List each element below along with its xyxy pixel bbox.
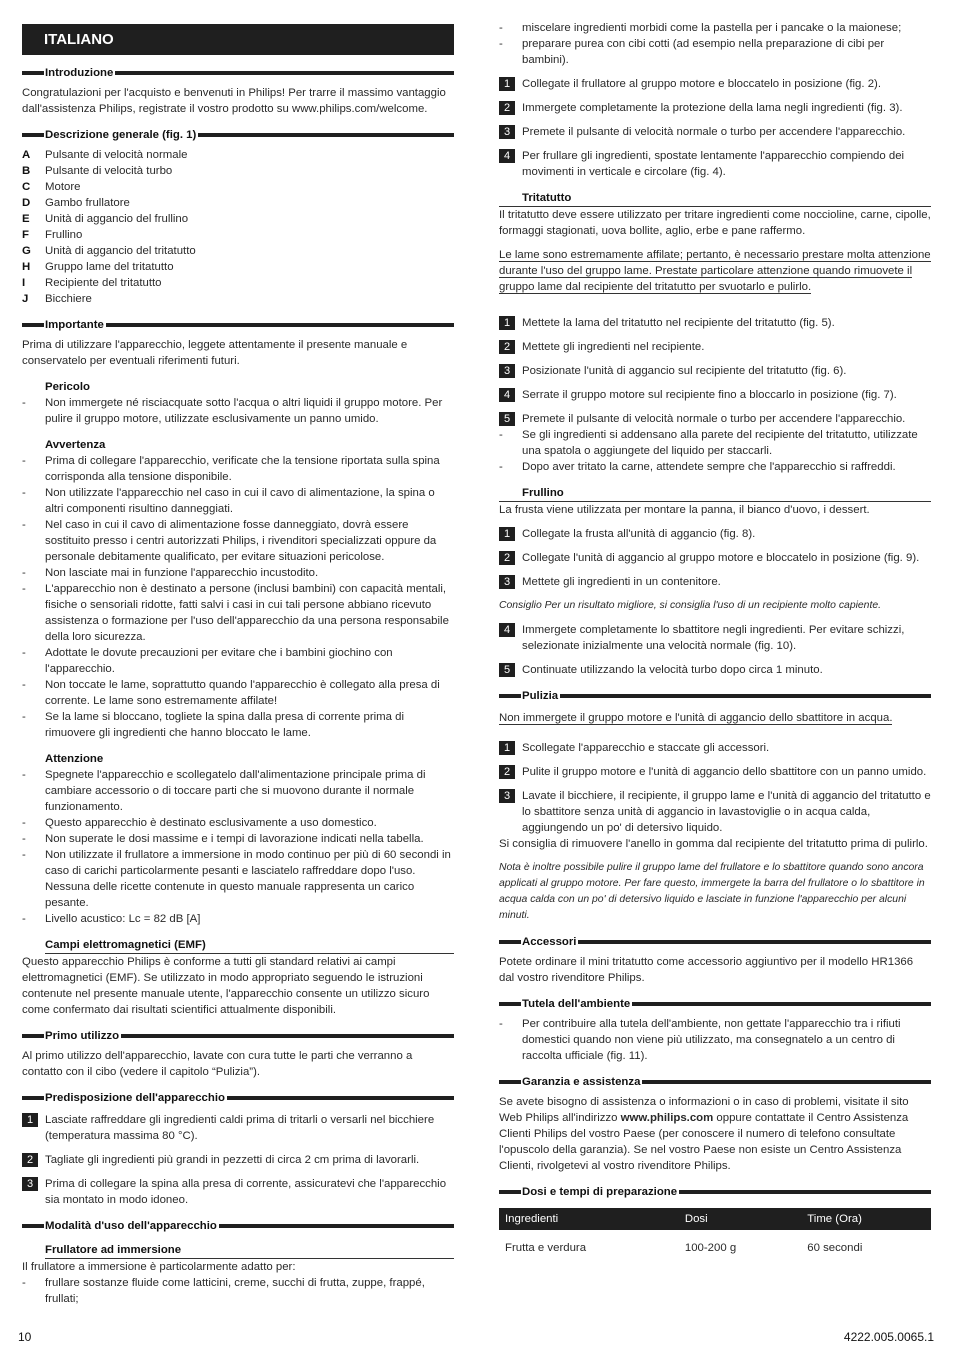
emf-title: Campi elettromagnetici (EMF)	[45, 937, 454, 954]
step-number: 2	[499, 101, 515, 115]
list-item-text: frullare sostanze fluide come latticini, creme, succhi di frutta, zuppe, frappé, frullati;	[45, 1277, 425, 1305]
list-item	[22, 831, 454, 847]
part-label: Gruppo lame del tritatutto	[45, 261, 174, 273]
important-text: Prima di utilizzare l'apparecchio, leggete attentamente il presente manuale e conservatelo per eventuali riferimenti futuri.	[22, 339, 408, 367]
step-text: Continuate utilizzando la velocità turbo dopo circa 1 minuto.	[522, 664, 823, 676]
part-item	[22, 179, 454, 195]
cleaning-steps	[499, 740, 931, 836]
section-heading-intro: Introduzione	[22, 67, 454, 79]
step-number: 1	[499, 77, 515, 91]
list-item-text: miscelare ingredienti morbidi come la pastella per i pancake o la maionese;	[522, 22, 902, 34]
whisk-steps-a	[499, 526, 931, 590]
table-header-cell: Ingredienti	[499, 1208, 679, 1230]
step-number: 5	[499, 412, 515, 426]
step-item	[499, 662, 931, 678]
step-number: 3	[499, 575, 515, 589]
step-text: Premete il pulsante di velocità normale o turbo per accendere l'apparecchio.	[522, 413, 906, 425]
step-item	[499, 339, 931, 355]
list-item	[22, 709, 454, 741]
dash-marker: -	[22, 849, 26, 861]
step-number: 3	[499, 125, 515, 139]
step-number: 1	[499, 316, 515, 330]
table-body	[499, 1230, 931, 1254]
part-letter: I	[22, 277, 26, 289]
section-heading-table: Dosi e tempi di preparazione	[499, 1186, 931, 1198]
section-heading-environment: Tutela dell'ambiente	[499, 998, 931, 1010]
step-text: Mettete gli ingredienti in un contenitore.	[522, 576, 721, 588]
step-item	[499, 526, 931, 542]
list-item-text: Se gli ingredienti si addensano alla parete del recipiente del tritatutto, utilizzate una spatola o aggiungete del liquido per staccarli.	[522, 429, 918, 457]
whisk-intro: La frusta viene utilizzata per montare la panna, il bianco d'uovo, i dessert.	[499, 504, 870, 516]
intro-text: Congratulazioni per l'acquisto e benvenuti in Philips! Per trarre il massimo vantaggio dall'assistenza Philips, registrate il vostro prodotto su www.philips.com/welcome.	[22, 87, 446, 115]
part-item	[22, 211, 454, 227]
list-item	[22, 1275, 454, 1307]
list-item	[22, 565, 454, 581]
dash-marker: -	[22, 519, 26, 531]
part-letter: B	[22, 165, 31, 177]
step-text: Immergete completamente la protezione della lama negli ingredienti (fig. 3).	[522, 102, 903, 114]
chopper-steps	[499, 315, 931, 427]
dash-marker: -	[22, 397, 26, 409]
list-item-text: Livello acustico: Lc = 82 dB [A]	[45, 913, 201, 925]
part-letter: H	[22, 261, 31, 273]
step-number: 3	[499, 364, 515, 378]
list-item	[22, 517, 454, 565]
step-item	[499, 740, 931, 756]
table-cell: 60 secondi	[807, 1242, 863, 1254]
caution-title: Attenzione	[45, 753, 104, 765]
dash-marker: -	[22, 817, 26, 829]
table-header-cell: Dosi	[679, 1208, 801, 1230]
list-item-text: Non utilizzate l'apparecchio nel caso in cui il cavo di alimentazione, la spina o altri componenti risultino danneggiati.	[45, 487, 435, 515]
whisk-title: Frullino	[499, 485, 931, 502]
list-item-text: Adottate le dovute precauzioni per evitare che i bambini giochino con l'apparecchio.	[45, 647, 393, 675]
chopper-intro: Il tritatutto deve essere utilizzato per tritare ingredienti come noccioline, carne, cipolle, formaggi stagionati, uova bollite, aglio, erbe e pane raffermo.	[499, 209, 931, 237]
list-item	[499, 36, 931, 68]
step-text: Lasciate raffreddare gli ingredienti caldi prima di tritarli o versarli nel bicchiere (temperatura massima 80 °C).	[45, 1114, 435, 1142]
table-cell: Frutta e verdura	[505, 1242, 587, 1254]
whisk-steps-b	[499, 622, 931, 678]
section-heading-warranty: Garanzia e assistenza	[499, 1076, 931, 1088]
first-use-text: Al primo utilizzo dell'apparecchio, lavate con cura tutte le parti che verranno a contatto con il cibo (vedere il capitolo “Pulizia”).	[22, 1050, 413, 1078]
part-letter: D	[22, 197, 31, 209]
table-row	[499, 1230, 931, 1254]
list-item-text: Non lasciate mai in funzione l'apparecchio incustodito.	[45, 567, 319, 579]
step-item	[499, 622, 931, 654]
step-text: Collegate il frullatore al gruppo motore e bloccatelo in posizione (fig. 2).	[522, 78, 881, 90]
warning-list	[22, 453, 454, 741]
dash-marker: -	[22, 583, 26, 595]
part-label: Pulsante di velocità turbo	[45, 165, 173, 177]
dash-marker: -	[499, 461, 503, 473]
step-number: 2	[499, 340, 515, 354]
section-heading-first-use: Primo utilizzo	[22, 1030, 454, 1042]
step-item	[499, 363, 931, 379]
list-item	[22, 847, 454, 911]
dash-marker: -	[499, 38, 503, 50]
list-item	[22, 677, 454, 709]
dash-marker: -	[22, 455, 26, 467]
part-item	[22, 259, 454, 275]
step-text: Per frullare gli ingredienti, spostate lentamente l'apparecchio compiendo dei movimenti in verticale e circolare (fig. 4).	[522, 150, 905, 178]
whisk-tip: Consiglio Per un risultato migliore, si consiglia l'uso di un recipiente molto capiente.	[499, 600, 882, 611]
list-item	[499, 20, 931, 36]
part-item	[22, 291, 454, 307]
list-item	[499, 1016, 931, 1064]
dash-marker: -	[499, 429, 503, 441]
step-number: 1	[499, 741, 515, 755]
table-header-cell: Time (Ora)	[801, 1208, 931, 1230]
part-label: Motore	[45, 181, 81, 193]
step-text: Posizionate l'unità di aggancio sul recipiente del tritatutto (fig. 6).	[522, 365, 847, 377]
document-code: 4222.005.0065.1	[843, 1330, 934, 1344]
danger-title: Pericolo	[45, 381, 90, 393]
section-heading-usage: Modalità d'uso dell'apparecchio	[22, 1220, 454, 1232]
preparation-steps	[22, 1112, 454, 1208]
cleaning-warning: Non immergete il gruppo motore e l'unità di aggancio dello sbattitore in acqua.	[499, 712, 893, 724]
list-item-text: Non immergete né risciacquate sotto l'acqua o altri liquidi il gruppo motore. Per pulire il gruppo motore, utilizzate esclusivamente un panno umido.	[45, 397, 443, 425]
step-item	[499, 315, 931, 331]
step-text: Pulite il gruppo motore e l'unità di aggancio dello sbattitore con un panno umido.	[522, 766, 927, 778]
list-item	[22, 485, 454, 517]
parts-list	[22, 147, 454, 307]
step-text: Prima di collegare la spina alla presa di corrente, assicuratevi che l'apparecchio sia montato in modo idoneo.	[45, 1178, 447, 1206]
list-item-text: Questo apparecchio è destinato esclusivamente a uso domestico.	[45, 817, 377, 829]
blender-intro: Il frullatore a immersione è particolarmente adatto per:	[22, 1261, 296, 1273]
emf-text: Questo apparecchio Philips è conforme a tutti gli standard relativi ai campi elettromagnetici (EMF). Se utilizzato in modo appropriato seguendo le istruzioni contenute nel presente manuale utente, l'apparecchio consente un utilizzo sicuro come confermato dai risultati scientifici attualmente disponibili.	[22, 956, 430, 1016]
part-item	[22, 243, 454, 259]
step-item	[499, 100, 931, 116]
part-item	[22, 163, 454, 179]
step-item	[499, 76, 931, 92]
part-label: Recipiente del tritatutto	[45, 277, 162, 289]
step-number: 2	[499, 765, 515, 779]
list-item-text: Se la lame si bloccano, togliete la spina dalla presa di corrente prima di rimuovere gli ingredienti che hanno bloccato le lame.	[45, 711, 404, 739]
list-item	[22, 815, 454, 831]
list-item-text: Non superate le dosi massime e i tempi di lavorazione indicati nella tabella.	[45, 833, 424, 845]
chopper-warning: Le lame sono estremamente affilate; pertanto, è necessario prestare molta attenzione durante l'uso del gruppo lame. Prestate particolare attenzione quando rimuovete il gruppo lame dal recipiente del tritatutto per svuotarlo e pulirlo.	[499, 249, 931, 293]
step-number: 5	[499, 663, 515, 677]
warning-title: Avvertenza	[45, 439, 106, 451]
dash-marker: -	[22, 1277, 26, 1289]
part-letter: E	[22, 213, 30, 225]
step-item	[499, 387, 931, 403]
dash-marker: -	[22, 567, 26, 579]
step-number: 1	[22, 1113, 38, 1127]
part-letter: A	[22, 149, 31, 161]
list-item-text: L'apparecchio non è destinato a persone (inclusi bambini) con capacità mentali, fisiche o sensoriali ridotte, fatti salvi i casi in cui tali persone abbiano ricevuto assistenza o formazione per l'uso dell'apparecchio da una persona responsabile della loro sicurezza.	[45, 583, 449, 643]
step-item	[499, 411, 931, 427]
step-number: 2	[22, 1153, 38, 1167]
dash-marker: -	[499, 1018, 503, 1030]
section-heading-cleaning: Pulizia	[499, 690, 931, 702]
table-header-row	[499, 1208, 931, 1230]
part-label: Unità di aggancio del tritatutto	[45, 245, 196, 257]
part-letter: F	[22, 229, 29, 241]
part-item	[22, 147, 454, 163]
dash-marker: -	[22, 487, 26, 499]
step-number: 3	[499, 789, 515, 803]
list-item-text: Non toccate le lame, soprattutto quando l'apparecchio è collegato alla presa di corrente. Le lame sono estremamente affilate!	[45, 679, 440, 707]
list-item-text: Non utilizzate il frullatore a immersione in modo continuo per più di 60 secondi in caso di carichi particolarmente pesanti e lasciatelo raffreddare dopo l'uso. Nessuna delle ricette contenute in questo manuale rappresenta un carico pesante.	[45, 849, 451, 909]
list-item-text: Prima di collegare l'apparecchio, verificate che la tensione riportata sulla spina corrisponda alla tensione disponibile.	[45, 455, 440, 483]
step-text: Mettete la lama del tritatutto nel recipiente del tritatutto (fig. 5).	[522, 317, 835, 329]
section-heading-accessories: Accessori	[499, 936, 931, 948]
dash-marker: -	[22, 679, 26, 691]
dash-marker: -	[499, 22, 503, 34]
section-heading-preparation: Predisposizione dell'apparecchio	[22, 1092, 454, 1104]
warranty-text: Se avete bisogno di assistenza o informazioni o in caso di problemi, visitate il sito Web Philips all'indirizzo www.philips.com oppure contattate il Centro Assistenza Clienti Philips del vostro Paese (per conoscere il numero di telefono consultate l'opuscolo della garanzia). Se nel vostro Paese non esiste un Centro Assistenza Clienti, rivolgetevi al vostro rivenditore Philips.	[499, 1096, 909, 1172]
step-text: Premete il pulsante di velocità normale o turbo per accendere l'apparecchio.	[522, 126, 906, 138]
list-item-text: Spegnete l'apparecchio e scollegatelo dall'alimentazione principale prima di cambiare accessorio o di toccare parti che si muovono durante il normale funzionamento.	[45, 769, 426, 813]
dash-marker: -	[22, 833, 26, 845]
step-item	[22, 1112, 454, 1144]
table-cell: 100-200 g	[684, 1242, 737, 1254]
list-item	[22, 645, 454, 677]
language-title: ITALIANO	[22, 24, 454, 55]
step-item	[22, 1176, 454, 1208]
part-label: Unità di aggancio del frullino	[45, 213, 189, 225]
step-text: Serrate il gruppo motore sul recipiente fino a bloccarlo in posizione (fig. 7).	[522, 389, 897, 401]
philips-link[interactable]: www.philips.com	[620, 1112, 714, 1124]
step-item	[499, 788, 931, 836]
dash-marker: -	[22, 711, 26, 723]
list-item	[499, 459, 931, 475]
list-item	[22, 581, 454, 645]
list-item-text: preparare purea con cibi cotti (ad esempio nella preparazione di cibi per bambini).	[522, 38, 885, 66]
chopper-notes	[499, 427, 931, 475]
dash-marker: -	[22, 913, 26, 925]
part-label: Pulsante di velocità normale	[45, 149, 188, 161]
section-heading-important: Importante	[22, 319, 454, 331]
blender-uses-rest	[499, 20, 931, 68]
right-column	[499, 20, 931, 1254]
caution-list	[22, 767, 454, 927]
danger-list	[22, 395, 454, 427]
part-letter: G	[22, 245, 31, 257]
part-letter: C	[22, 181, 31, 193]
part-item	[22, 275, 454, 291]
list-item	[22, 767, 454, 815]
cleaning-note: Nota è inoltre possibile pulire il gruppo lame del frullatore e lo sbattitore quando sono ancora applicati al gruppo motore. Per fare questo, immergete la barra del frullatore o lo sbattitore in acqua calda con un po' di detersivo liquido e lasciate in funzione l'apparecchio per alcuni minuti.	[499, 862, 925, 921]
accessories-text: Potete ordinare il mini tritatutto come accessorio aggiuntivo per il modello HR1366 dal vostro rivenditore Philips.	[499, 956, 914, 984]
step-number: 4	[499, 388, 515, 402]
section-heading-description: Descrizione generale (fig. 1)	[22, 129, 454, 141]
blender-steps	[499, 76, 931, 180]
step-item	[22, 1152, 454, 1168]
step-text: Lavate il bicchiere, il recipiente, il gruppo lame e l'unità di aggancio del tritatutto e lo sbattitore senza unità di aggancio in lavastoviglie o in acqua calda, aggiungendo un po' di detersivo liquido.	[522, 790, 931, 834]
blender-title: Frullatore ad immersione	[45, 1242, 454, 1259]
list-item	[22, 453, 454, 485]
list-item	[22, 395, 454, 427]
blender-uses-first	[22, 1275, 454, 1307]
step-item	[499, 764, 931, 780]
list-item-text: Nel caso in cui il cavo di alimentazione fosse danneggiato, dovrà essere sostituito presso i centri autorizzati Philips, i rivenditori specializzati oppure da personale debitamente qualificato, per evitare situazioni pericolose.	[45, 519, 437, 563]
part-label: Gambo frullatore	[45, 197, 130, 209]
part-letter: J	[22, 293, 29, 305]
list-item-text: Per contribuire alla tutela dell'ambiente, non gettate l'apparecchio tra i rifiuti domestici quando non viene più utilizzato, ma consegnatelo a un centro di raccolta ufficiale (fig. 11).	[522, 1018, 901, 1062]
step-number: 4	[499, 623, 515, 637]
dash-marker: -	[22, 769, 26, 781]
environment-list	[499, 1016, 931, 1064]
part-item	[22, 227, 454, 243]
part-label: Frullino	[45, 229, 83, 241]
step-text: Immergete completamente lo sbattitore negli ingredienti. Per evitare schizzi, selezionate inizialmente una velocità normale (fig. 10).	[522, 624, 905, 652]
list-item	[22, 911, 454, 927]
left-column	[22, 24, 454, 1307]
step-number: 2	[499, 551, 515, 565]
list-item	[499, 427, 931, 459]
step-text: Mettete gli ingredienti nel recipiente.	[522, 341, 705, 353]
step-item	[499, 574, 931, 590]
chopper-title: Tritatutto	[499, 190, 931, 207]
step-text: Collegate l'unità di aggancio al gruppo motore e bloccatelo in posizione (fig. 9).	[522, 552, 920, 564]
step-text: Scollegate l'apparecchio e staccate gli accessori.	[522, 742, 770, 754]
step-item	[499, 550, 931, 566]
cleaning-after: Si consiglia di rimuovere l'anello in gomma dal recipiente del tritatutto prima di pulirlo.	[499, 838, 928, 850]
dash-marker: -	[22, 647, 26, 659]
step-text: Tagliate gli ingredienti più grandi in pezzetti di circa 2 cm prima di lavorarli.	[45, 1154, 420, 1166]
step-item	[499, 124, 931, 140]
list-item-text: Dopo aver tritato la carne, attendete sempre che l'apparecchio si raffreddi.	[522, 461, 896, 473]
page-number: 10	[18, 1330, 32, 1344]
dosage-table	[499, 1208, 931, 1254]
step-number: 1	[499, 527, 515, 541]
step-text: Collegate la frusta all'unità di aggancio (fig. 8).	[522, 528, 756, 540]
step-number: 4	[499, 149, 515, 163]
part-item	[22, 195, 454, 211]
step-number: 3	[22, 1177, 38, 1191]
part-label: Bicchiere	[45, 293, 92, 305]
step-item	[499, 148, 931, 180]
